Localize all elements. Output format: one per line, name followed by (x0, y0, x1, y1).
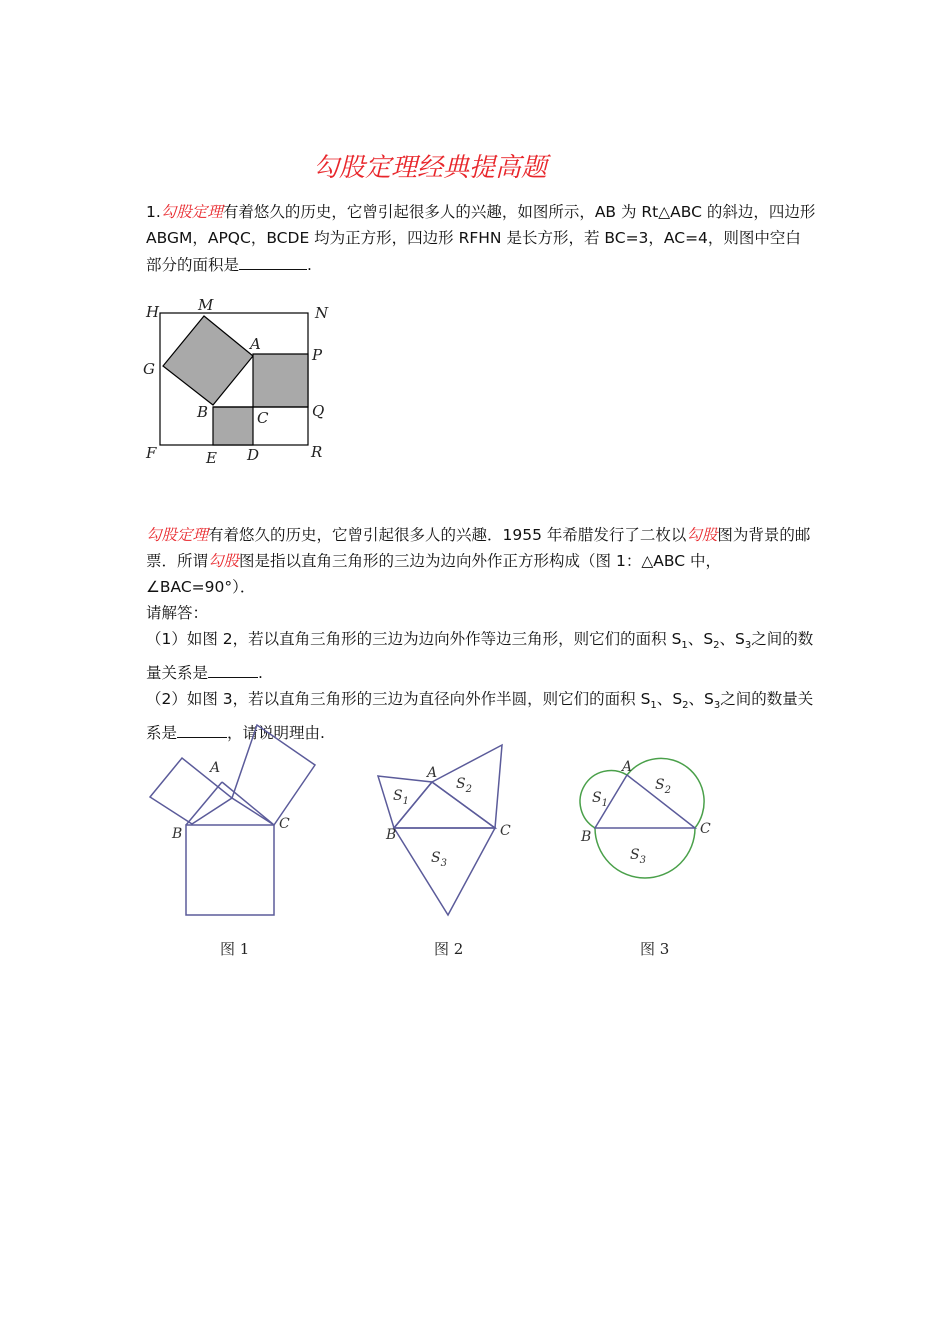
figure-2 (370, 740, 530, 960)
label-S1: $S_1$ (592, 790, 608, 809)
caption-fig3: 图 3 (640, 940, 670, 958)
label-Q: Q (312, 402, 325, 420)
triangle-ABC (595, 775, 695, 828)
subscript: 1 (650, 700, 657, 712)
sep: 、 (687, 630, 704, 648)
part-text: （2）如图 3，若以直角三角形的三边为直径向外作半圆，则它们的面积 S (146, 690, 651, 709)
label-C: C (279, 816, 290, 832)
label-B: B (172, 826, 183, 842)
subscript: 2 (682, 700, 689, 712)
label-C: C (700, 821, 711, 837)
triangle-ABC (394, 782, 495, 828)
square-BC (186, 825, 274, 915)
label-B: B (581, 829, 592, 845)
q2-part1: （1）如图 2，若以直角三角形的三边为边向外作等边三角形，则它们的面积 $S_1$、$S_2$、$S_3$之间的数量关系是 . (146, 630, 814, 683)
subscript: 2 (713, 640, 720, 652)
square-APQC (253, 354, 308, 407)
equilateral-S3 (394, 828, 495, 915)
intro-text: 图为背景的邮票．所谓 (146, 526, 811, 570)
label-C: C (257, 409, 269, 427)
label-S3: $S_3$ (630, 847, 646, 866)
label-F: F (146, 444, 157, 462)
label-A: A (250, 335, 261, 353)
subscript: 3 (713, 700, 721, 712)
caption-fig1: 图 1 (220, 940, 250, 958)
label-A: A (427, 765, 438, 781)
sep: 、 (688, 690, 705, 709)
question-2 (146, 522, 816, 746)
label-S2: $S_2$ (655, 777, 671, 796)
intro-text: 图是指以直角三角形的三边为边向外作正方形构成（图 1：△ABC 中，∠BAC=90°）． (146, 552, 721, 596)
square-AC (232, 725, 315, 825)
subscript: 1 (681, 640, 688, 652)
question-text: 有着悠久的历史，它曾引起很多人的兴趣，如图所示，AB 为 Rt△ABC 的斜边，四边形 ABGM，APQC，BCDE 均为正方形，四边形 RFHN 是长方形，若 BC=3，AC=4，则图中空白部分的面积是 (146, 203, 816, 274)
q2-intro (146, 522, 816, 600)
figure-1 (140, 720, 330, 960)
question-end: . (307, 256, 312, 274)
intro-text: 有着悠久的历史，它曾引起很多人的兴趣．1955 年希腊发行了二枚以 (208, 526, 687, 544)
side-AC (222, 782, 274, 825)
term-highlight: 勾股定理 (160, 203, 223, 221)
label-S1: $S_1$ (393, 788, 409, 807)
semicircle-S3 (595, 828, 695, 878)
page-title: 勾股定理经典提高题 (312, 153, 547, 184)
figure-q1 (140, 295, 340, 470)
subscript: 3 (744, 640, 752, 652)
label-D: D (247, 446, 260, 464)
q2-ask: 请解答： (146, 604, 209, 622)
square-BCDE (213, 407, 253, 445)
label-B: B (197, 403, 209, 421)
part-end: ，请说明理由. (227, 724, 325, 743)
label-N: N (315, 304, 329, 322)
label-E: E (206, 449, 217, 467)
square-ABGM (163, 316, 253, 405)
label-R: R (311, 443, 323, 461)
label-P: P (312, 346, 323, 364)
label-M: M (198, 296, 214, 314)
answer-blank[interactable] (239, 251, 307, 270)
term-highlight: 勾股 (686, 526, 718, 544)
term-highlight: 勾股 (208, 552, 240, 570)
sep: 、 (656, 690, 673, 709)
answer-blank[interactable] (208, 659, 258, 678)
side-BA (186, 782, 222, 825)
figure-3 (575, 755, 725, 960)
caption-fig2: 图 2 (434, 940, 464, 958)
part-text: 之间的数量关系是 (146, 630, 814, 683)
part-text: 之间的数量关系是 (146, 690, 814, 743)
label-A: A (210, 760, 221, 776)
label-G: G (143, 360, 155, 378)
question-1 (146, 199, 816, 278)
label-H: H (146, 303, 160, 321)
label-C: C (500, 823, 511, 839)
part-text: （1）如图 2，若以直角三角形的三边为边向外作等边三角形，则它们的面积 S (146, 630, 682, 648)
label-A: A (622, 759, 633, 775)
label-S2: $S_2$ (456, 776, 472, 795)
label-B: B (386, 827, 397, 843)
sep: 、 (719, 630, 736, 648)
term-highlight: 勾股定理 (146, 526, 209, 544)
label-S3: $S_3$ (431, 850, 447, 869)
question-number: 1. (146, 203, 161, 221)
q2-part2: （2）如图 3，若以直角三角形的三边为直径向外作半圆，则它们的面积 $S_1$、$S_2$、$S_3$之间的数量关系是 ，请说明理由. (146, 690, 814, 743)
part-end: . (258, 664, 263, 683)
